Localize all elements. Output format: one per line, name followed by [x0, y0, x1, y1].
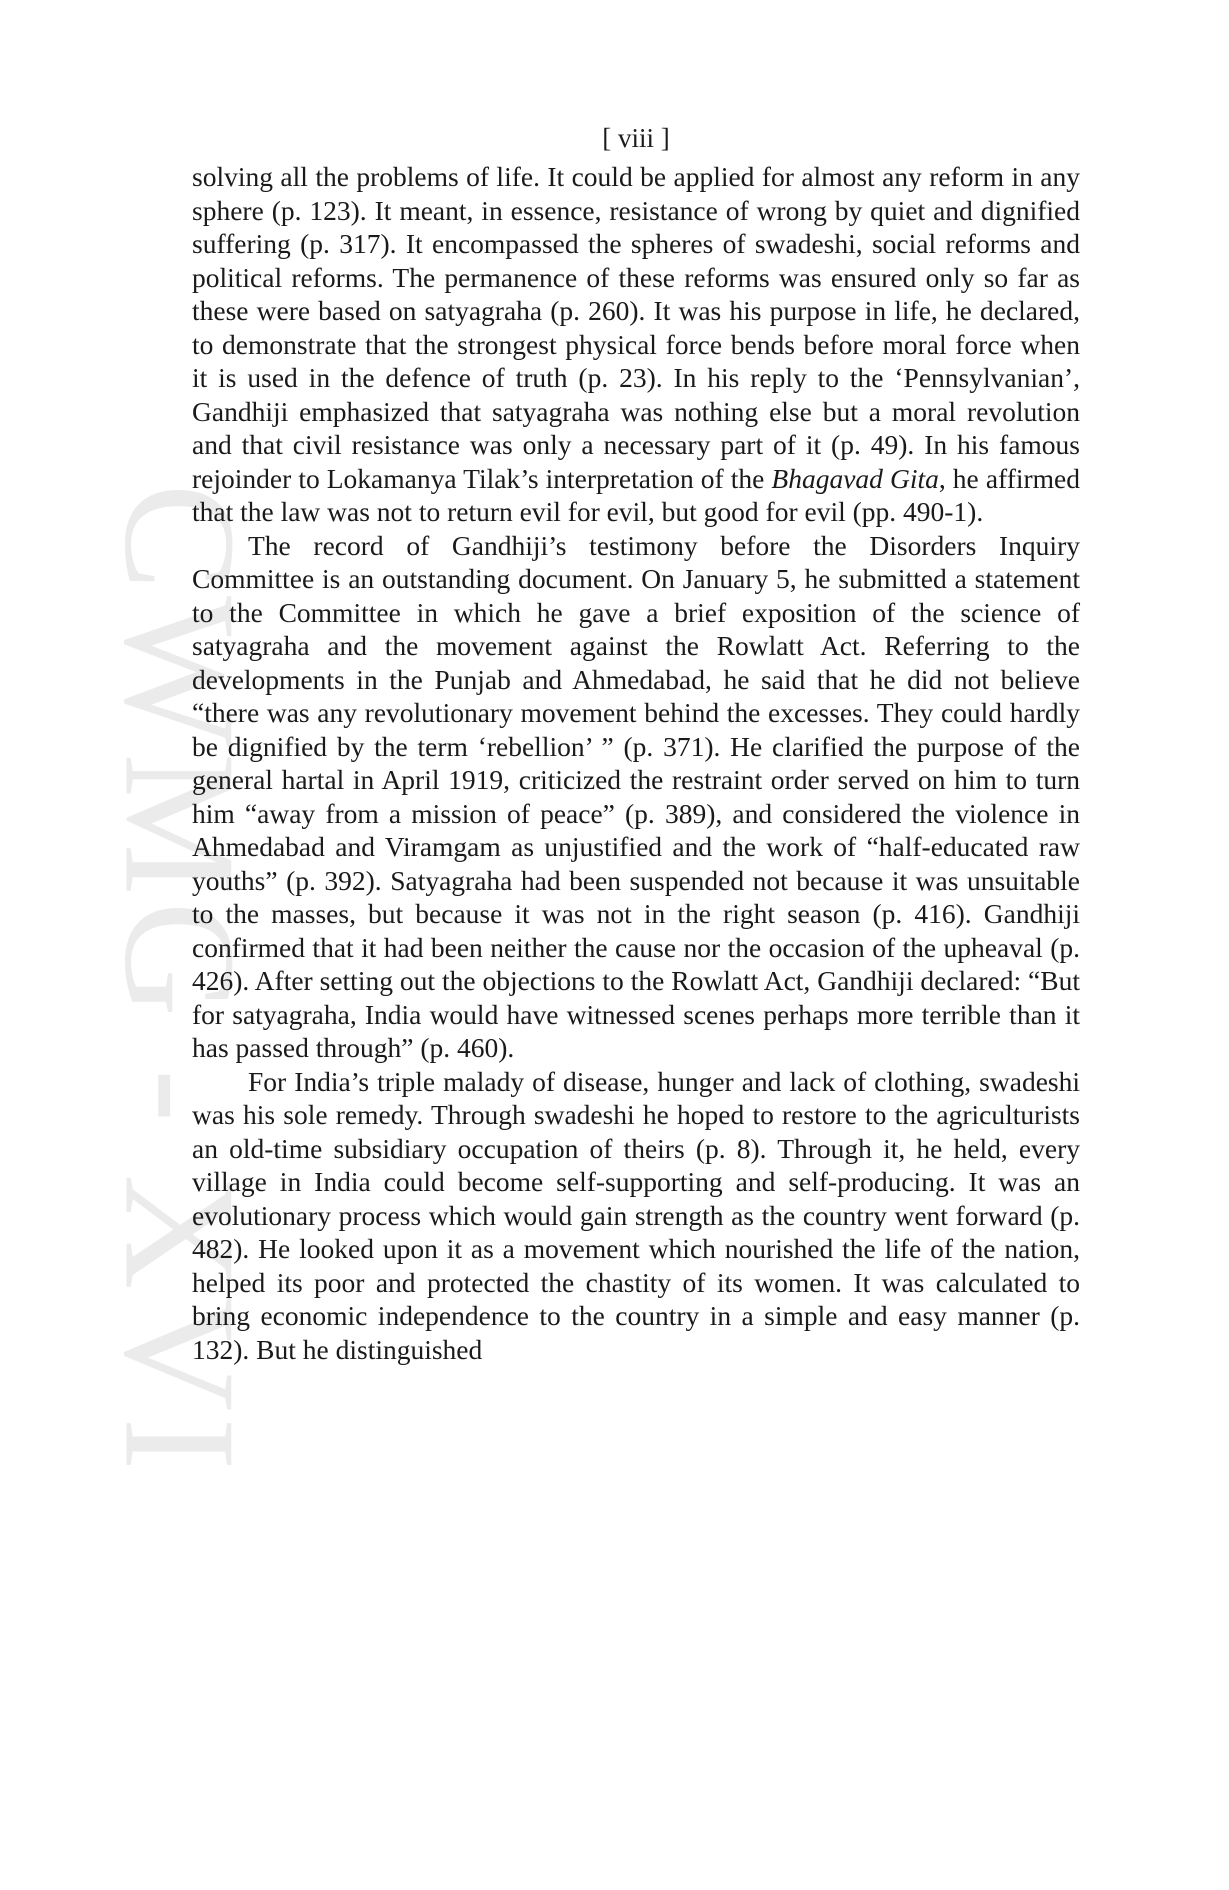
paragraph-1 [192, 160, 1080, 529]
text-run: The record of Gandhiji’s testimony before the Disorders Inquiry Committee is an outstanding document. On January 5, he submitted a statement to the Committee in which he gave a brief exposition of the science of satyagraha and the movement against the Rowlatt Act. Referring to the developments in the Punjab and Ahmedabad, he said that he did not believe “there was any revolutionary movement behind the excesses. They could hardly be dignified by the term ‘rebellion’ ” (p. 371). He clarified the purpose of the general hartal in April 1919, criticized the restraint order served on him to turn him “away from a mission of peace” (p. 389), and considered the violence in Ahmedabad and Viramgam as unjustified and the work of “half-educated raw youths” (p. 392). Satyagraha had been suspended not because it was unsuitable to the masses, but because it was not in the right season (p. 416). Gandhiji confirmed that it had been neither the cause nor the occasion of the upheaval (p. 426). After setting out the objections to the Rowlatt Act, Gandhiji declared: “But for satyagraha, India would have witnessed scenes perhaps more terrible than it has passed through” (p. 460). [192, 529, 1080, 1063]
text-run: For India’s triple malady of disease, hunger and lack of clothing, swadeshi was his sole remedy. Through swadeshi he hoped to restore to the agriculturists an old-time subsidiary occupation of theirs (p. 8). Through it, he held, every village in India could become self-supporting and self-producing. It was an evolutionary process which would gain strength as the country went forward (p. 482). He looked upon it as a movement which nourished the life of the nation, helped its poor and protected the chastity of its women. It was calculated to bring economic independence to the country in a simple and easy manner (p. 132). But he distinguished [192, 1065, 1080, 1365]
text-run: solving all the problems of life. It could be applied for almost any reform in any sphere (p. 123). It meant, in essence, resistance of wrong by quiet and dignified suffering (p. 317). It encompassed the spheres of swadeshi, social reforms and political reforms. The permanence of these reforms was ensured only so far as these were based on satyagraha (p. 260). It was his purpose in life, he declared, to demonstrate that the strongest physical force bends before moral force when it is used in the defence of truth (p. 23). In his reply to the ‘Pennsylvanian’, Gandhiji emphasized that satyagraha was nothing else but a moral revolution and that civil resistance was only a necessary part of it (p. 49). In his famous rejoinder to Lokamanya Tilak’s interpretation of the [192, 161, 1080, 494]
page-number: [ viii ] [602, 123, 670, 153]
page [192, 118, 1080, 1366]
body-text [192, 160, 1080, 1366]
paragraph-3 [192, 1065, 1080, 1367]
paragraph-2 [192, 529, 1080, 1065]
italic-title: Bhagavad Gita [771, 462, 939, 494]
text-run: , he affirmed that the law was not to return evil for evil, but good for evil (pp. 490-1). [192, 462, 1080, 527]
watermark-text: CWMG - XVI [91, 483, 270, 1477]
